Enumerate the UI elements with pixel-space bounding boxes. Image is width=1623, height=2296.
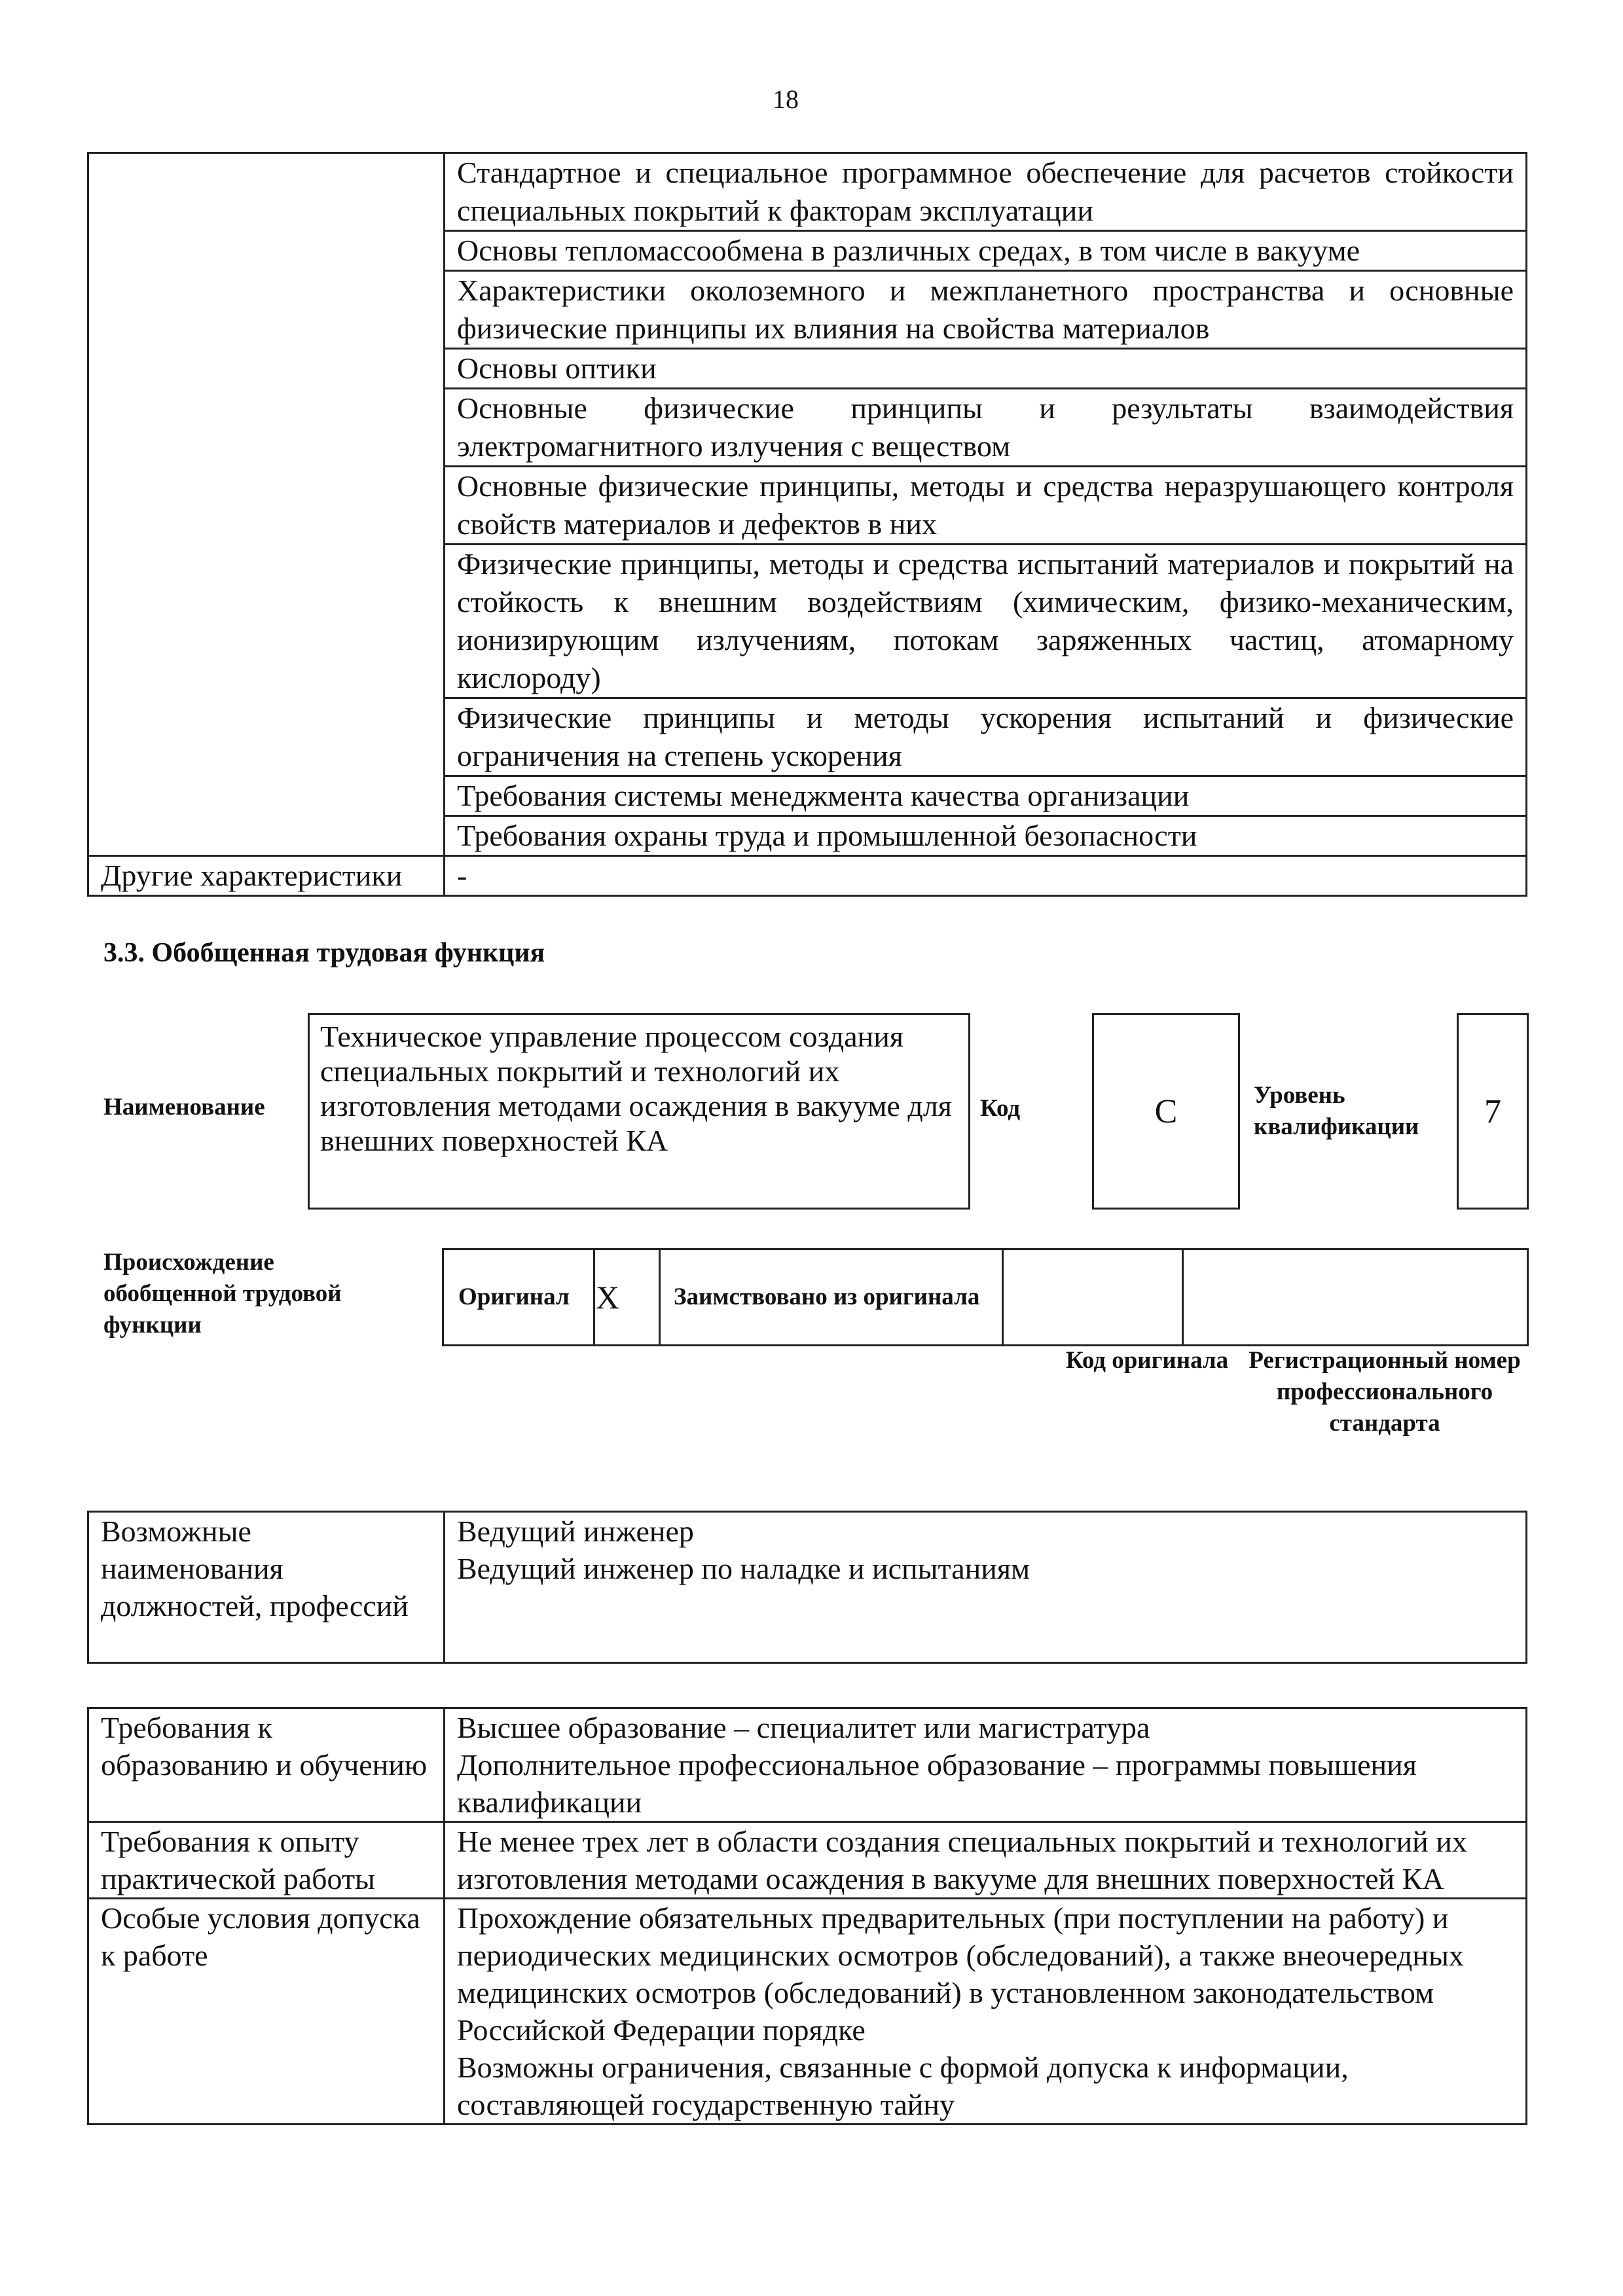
page-number: 18 (773, 84, 799, 114)
positions-values (445, 1512, 1527, 1663)
position-item: Ведущий инженер по наладке и испытаниям (457, 1552, 1030, 1585)
name-label: Наименование (103, 1094, 265, 1121)
requirement-item: Возможны ограничения, связанные с формой допуска к информации, составляющей государственную тайну (457, 2051, 1349, 2121)
table-cell-right: Физические принципы и методы ускорения испытаний и физические ограничения на степень ускорения (445, 698, 1527, 776)
requirement-item: Не менее трех лет в области создания специальных покрытий и технологий их изготовления методами осаждения в вакууме для внешних поверхностей КА (457, 1825, 1467, 1895)
positions-label: Возможные наименования должностей, профессий (88, 1512, 445, 1663)
name-value: Техническое управление процессом создания специальных покрытий и технологий их изготовления методами осаждения в вакууме для внешних поверхностей КА (308, 1013, 970, 1210)
education-requirements-label: Требования к образованию и обучению (88, 1708, 445, 1822)
original-mark: X (594, 1249, 660, 1346)
table-cell-right: Основы тепломассообмена в различных средах, в том числе в вакууме (445, 231, 1527, 271)
reg-number-label: Регистрационный номер профессионального стандарта (1249, 1347, 1521, 1437)
table-cell-right: Физические принципы, методы и средства испытаний материалов и покрытий на стойкость к внешним воздействиям (химическим, физико-механическим, ионизирующим излучениям, потокам заряженных частиц, атомарному кислороду) (445, 545, 1527, 698)
table-row (88, 1822, 1527, 1899)
qualification-level-label: Уровень квалификации (1254, 1082, 1419, 1140)
experience-requirements-values (445, 1822, 1527, 1899)
table-cell-right: Основы оптики (445, 349, 1527, 389)
reg-number-cell (1183, 1249, 1528, 1346)
requirement-item: Высшее образование – специалитет или магистратура (457, 1711, 1150, 1744)
table-cell-right: Характеристики околоземного и межпланетного пространства и основные физические принципы их влияния на свойства материалов (445, 271, 1527, 349)
original-label: Оригинал (443, 1249, 594, 1346)
table-cell-right: Стандартное и специальное программное обеспечение для расчетов стойкости специальных покрытий к факторам эксплуатации (445, 153, 1527, 231)
table-row (88, 1708, 1527, 1822)
table-row (88, 153, 1527, 231)
requirements-table (87, 1707, 1527, 2125)
education-requirements-values (445, 1708, 1527, 1822)
table-row (88, 856, 1527, 896)
table-cell-right: Основные физические принципы, методы и средства неразрушающего контроля свойств материалов и дефектов в них (445, 467, 1527, 545)
code-original-cell (1003, 1249, 1183, 1346)
requirement-item: Дополнительное профессиональное образование – программы повышения квалификации (457, 1748, 1417, 1819)
table-cell-right: Требования системы менеджмента качества организации (445, 776, 1527, 816)
code-original-label: Код оригинала (1065, 1347, 1229, 1374)
experience-requirements-label: Требования к опыту практической работы (88, 1822, 445, 1899)
table-row (88, 1899, 1527, 2125)
table-cell-left (88, 153, 445, 856)
table-cell-right: Основные физические принципы и результаты взаимодействия электромагнитного излучения с веществом (445, 389, 1527, 467)
table-row (88, 1512, 1527, 1663)
admission-conditions-values (445, 1899, 1527, 2125)
positions-table (87, 1511, 1527, 1664)
section-title: 3.3. Обобщенная трудовая функция (103, 938, 545, 968)
code-value: C (1092, 1013, 1240, 1210)
knowledge-table (87, 152, 1527, 897)
table-cell-right: Требования охраны труда и промышленной безопасности (445, 816, 1527, 856)
borrowed-label: Заимствовано из оригинала (660, 1249, 1003, 1346)
admission-conditions-label: Особые условия допуска к работе (88, 1899, 445, 2125)
table-row (443, 1249, 1528, 1346)
qualification-level-value: 7 (1457, 1013, 1529, 1210)
position-item: Ведущий инженер (457, 1515, 694, 1548)
code-label: Код (980, 1095, 1021, 1122)
origin-table (442, 1248, 1529, 1346)
other-characteristics-label: Другие характеристики (88, 856, 445, 896)
requirement-item: Прохождение обязательных предварительных (при поступлении на работу) и периодических медицинских осмотров (обследований), а также внеочередных медицинских осмотров (обследований) в установленном законодательством Российской Федерации порядке (457, 1901, 1464, 2047)
other-characteristics-value: - (445, 856, 1527, 896)
origin-label: Происхождение обобщенной трудовой функции (103, 1249, 342, 1338)
